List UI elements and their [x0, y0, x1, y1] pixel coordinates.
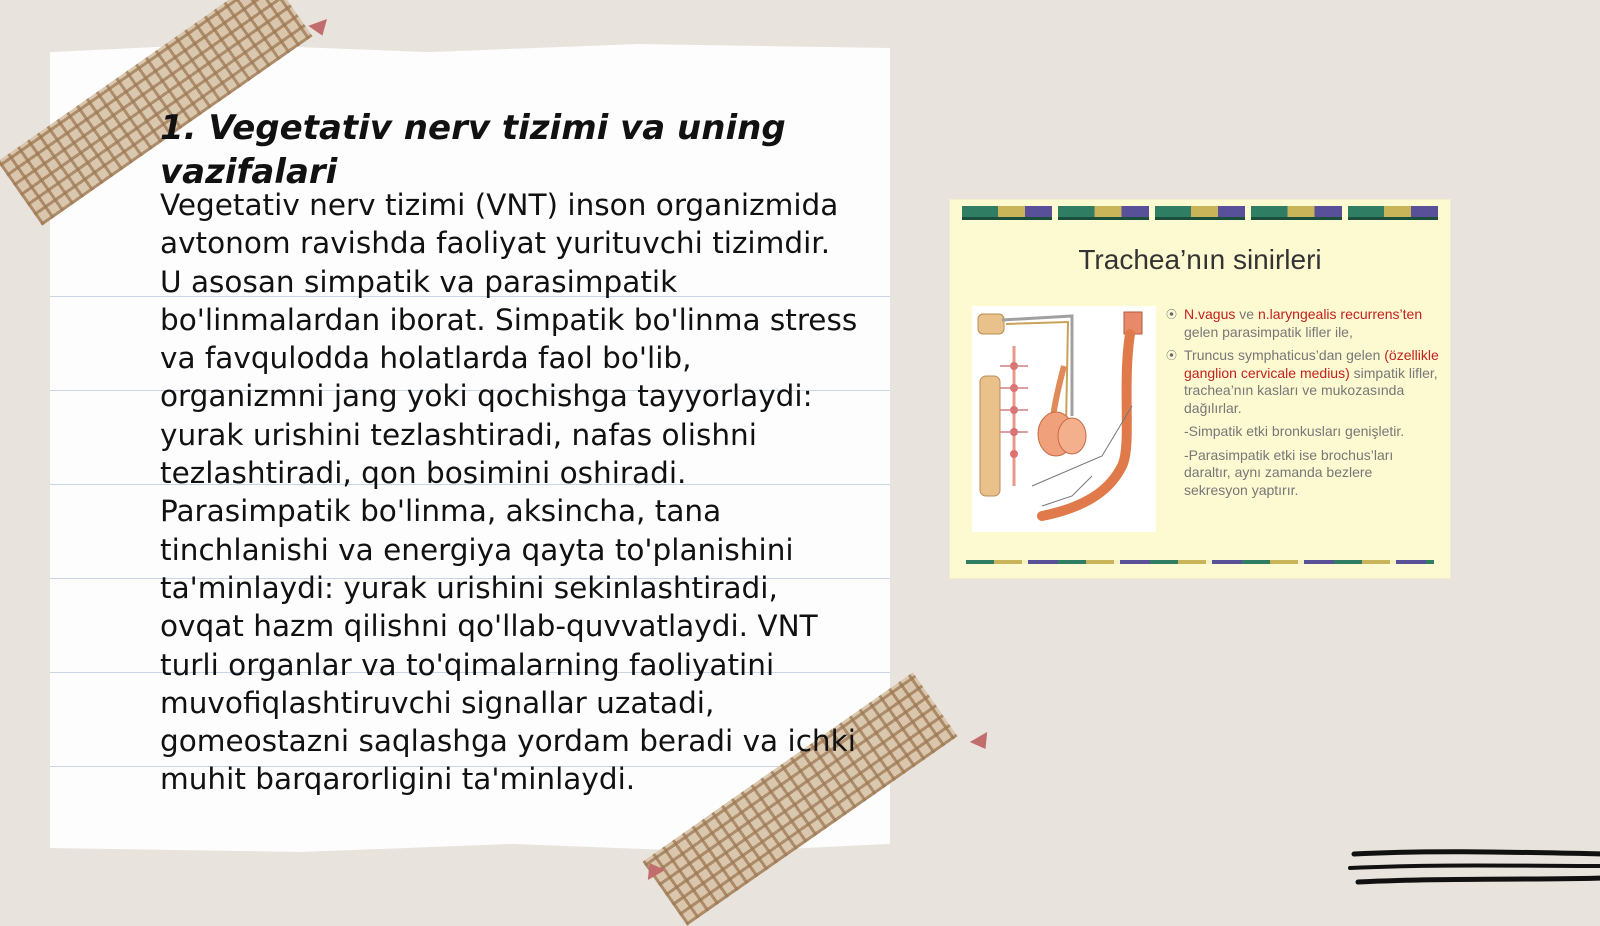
body-paragraph: Vegetativ nerv tizimi (VNT) inson organizmida avtonom ravishda faoliyat yurituvchi tizimdir. U asosan simpatik va parasimpatik bo'linmalardan iborat. Simpatik bo'linma stress va favqulodda holatlarda faol bo'lib, organizmni jang yoki qochishga tayyorlaydi: yurak urishini tezlashtiradi, nafas olishni tezlashtiradi, qon bosimini oshiradi. Parasimpatik bo'linma, aksincha, tana tinchlanishi va energiya qayta to'planishini ta'minlaydi: yurak urishini sekinlashtiradi, ovqat hazm qilishni qo'llab-quvvatlaydi. VNT turli organlar va to'qimalarning faoliyatini muvofiqlashtiruvchi signallar uzatadi, gomeostazni saqlashga yordam beradi va ichki muhit barqarorligini ta'minlaydi. — [160, 188, 858, 797]
bullet-red-text: (özellikle ganglion cervicale medius) — [1184, 347, 1439, 381]
pin-decoration — [308, 19, 332, 39]
anatomy-illustration — [972, 306, 1156, 532]
bullet-icon: ⦿ — [1166, 309, 1177, 321]
slide-sub-item: -Simpatik etki bronkusları genişletir. — [1184, 423, 1405, 439]
slide-bullet-list — [1164, 306, 1440, 505]
slide-bottom-stripe — [966, 560, 1434, 564]
embedded-slide-image — [950, 200, 1450, 578]
slide-bullet-item — [1164, 306, 1440, 341]
bullet-text: gelen parasimpatik lifler ile, — [1184, 323, 1353, 340]
pin-decoration — [970, 732, 994, 754]
slide-title: Trachea’nın sinirleri — [1078, 244, 1322, 275]
bullet-text: simpatik lifler, trachea’nın kasları ve mukozasında dağılırlar. — [1184, 364, 1438, 416]
bullet-text: Truncus symphaticus’dan gelen — [1184, 347, 1385, 363]
slide-bullet-item — [1164, 347, 1440, 417]
slide-top-stripe — [962, 206, 1438, 220]
bullet-red-text: n.laryngealis recurrens’ten — [1257, 306, 1423, 322]
brush-stroke-decoration — [1348, 848, 1600, 892]
bullet-icon: ⦿ — [1166, 350, 1177, 362]
slide-sub-item: -Parasimpatik etki ise brochus’ları daraltır, aynı zamanda bezlere sekresyon yaptırır. — [1184, 446, 1394, 498]
bullet-red-text: N.vagus — [1184, 306, 1236, 322]
section-title: 1. Vegetativ nerv tizimi va uning vazifalari — [160, 108, 786, 192]
bullet-text: ve — [1235, 306, 1258, 322]
